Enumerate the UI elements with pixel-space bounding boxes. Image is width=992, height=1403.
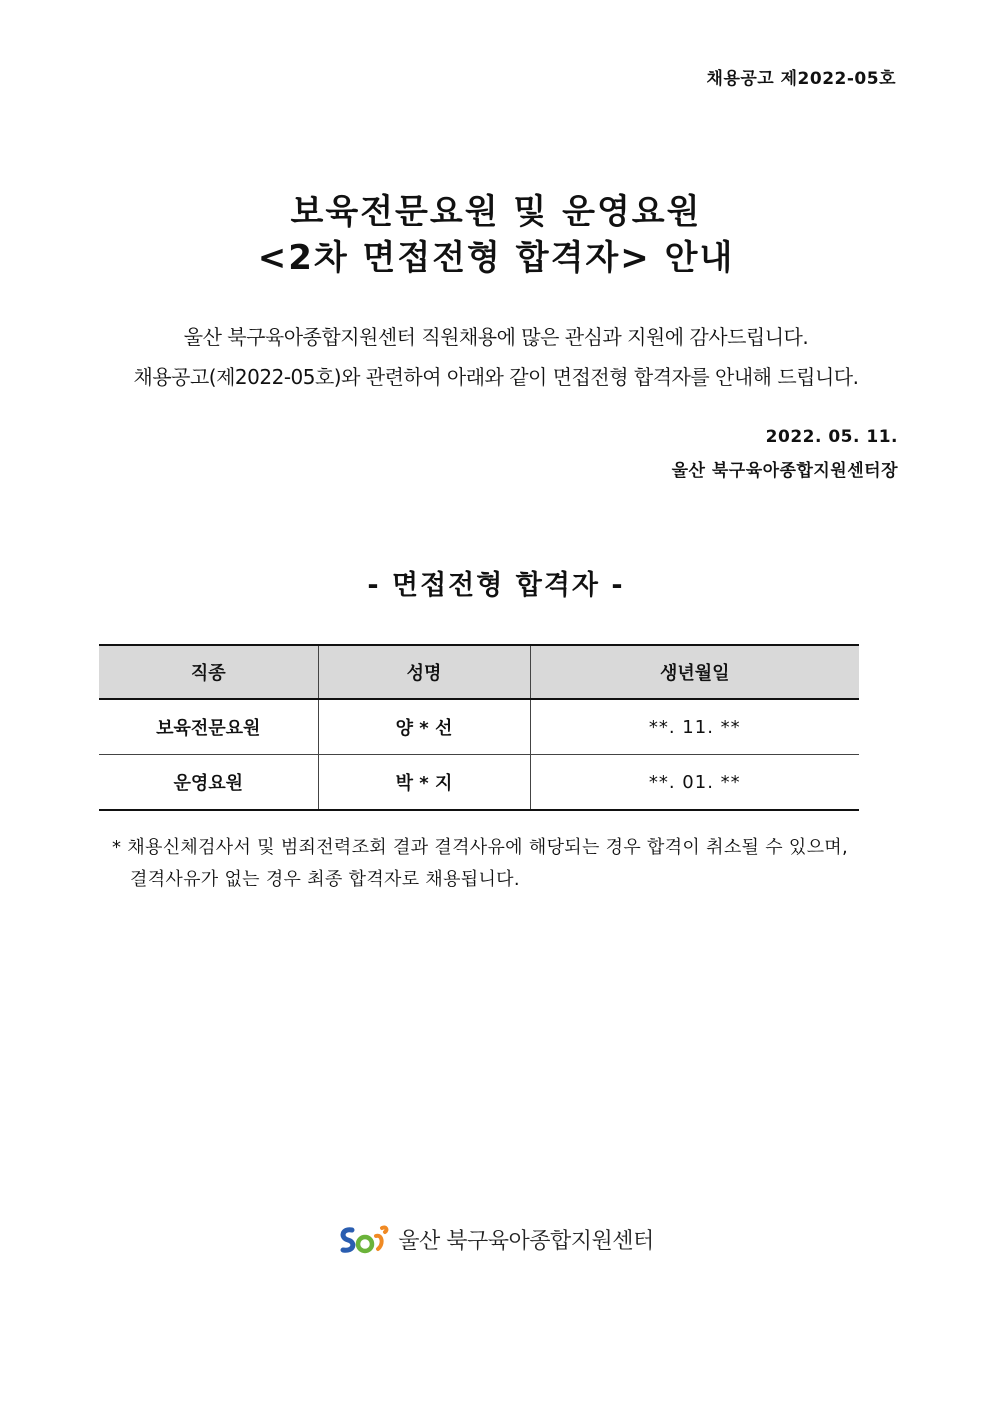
note-line2: 결격사유가 없는 경우 최종 합격자로 채용됩니다. — [130, 869, 520, 890]
table-row — [99, 755, 859, 811]
intro-line1: 울산 북구육아종합지원센터 직원채용에 많은 관심과 지원에 감사드립니다. — [183, 325, 809, 349]
header-birthdate: 생년월일 — [530, 645, 859, 699]
notice-number: 채용공고 제2022-05호 — [706, 69, 896, 89]
page-title-line2: <2차 면접전형 합격자> 안내 — [257, 238, 735, 278]
results-table — [99, 644, 859, 811]
cell-job-type: 운영요원 — [99, 755, 318, 811]
center-logo-icon — [338, 1222, 390, 1256]
intro-line2: 채용공고(제2022-05호)와 관련하여 아래와 같이 면접전형 합격자를 안내해 드립니다. — [133, 365, 859, 389]
cell-birthdate: **. 01. ** — [530, 755, 859, 811]
footer-logo — [0, 1222, 992, 1256]
cell-name: 양 * 선 — [318, 699, 530, 755]
note-line1: * 채용신체검사서 및 범죄전력조회 결과 결격사유에 해당되는 경우 합격이 취소될 수 있으며, — [112, 837, 849, 858]
table-row — [99, 699, 859, 755]
section-title: - 면접전형 합격자 - — [367, 570, 625, 601]
page-title-line1: 보육전문요원 및 운영요원 — [290, 192, 702, 232]
announcement-date: 2022. 05. 11. — [765, 427, 898, 447]
cell-birthdate: **. 11. ** — [530, 699, 859, 755]
footer-label: 울산 북구육아종합지원센터 — [398, 1228, 654, 1254]
signatory: 울산 북구육아종합지원센터장 — [671, 461, 898, 481]
header-name: 성명 — [318, 645, 530, 699]
table-header-row — [99, 645, 859, 699]
cell-name: 박 * 지 — [318, 755, 530, 811]
header-job-type: 직종 — [99, 645, 318, 699]
note — [112, 832, 848, 896]
cell-job-type: 보육전문요원 — [99, 699, 318, 755]
